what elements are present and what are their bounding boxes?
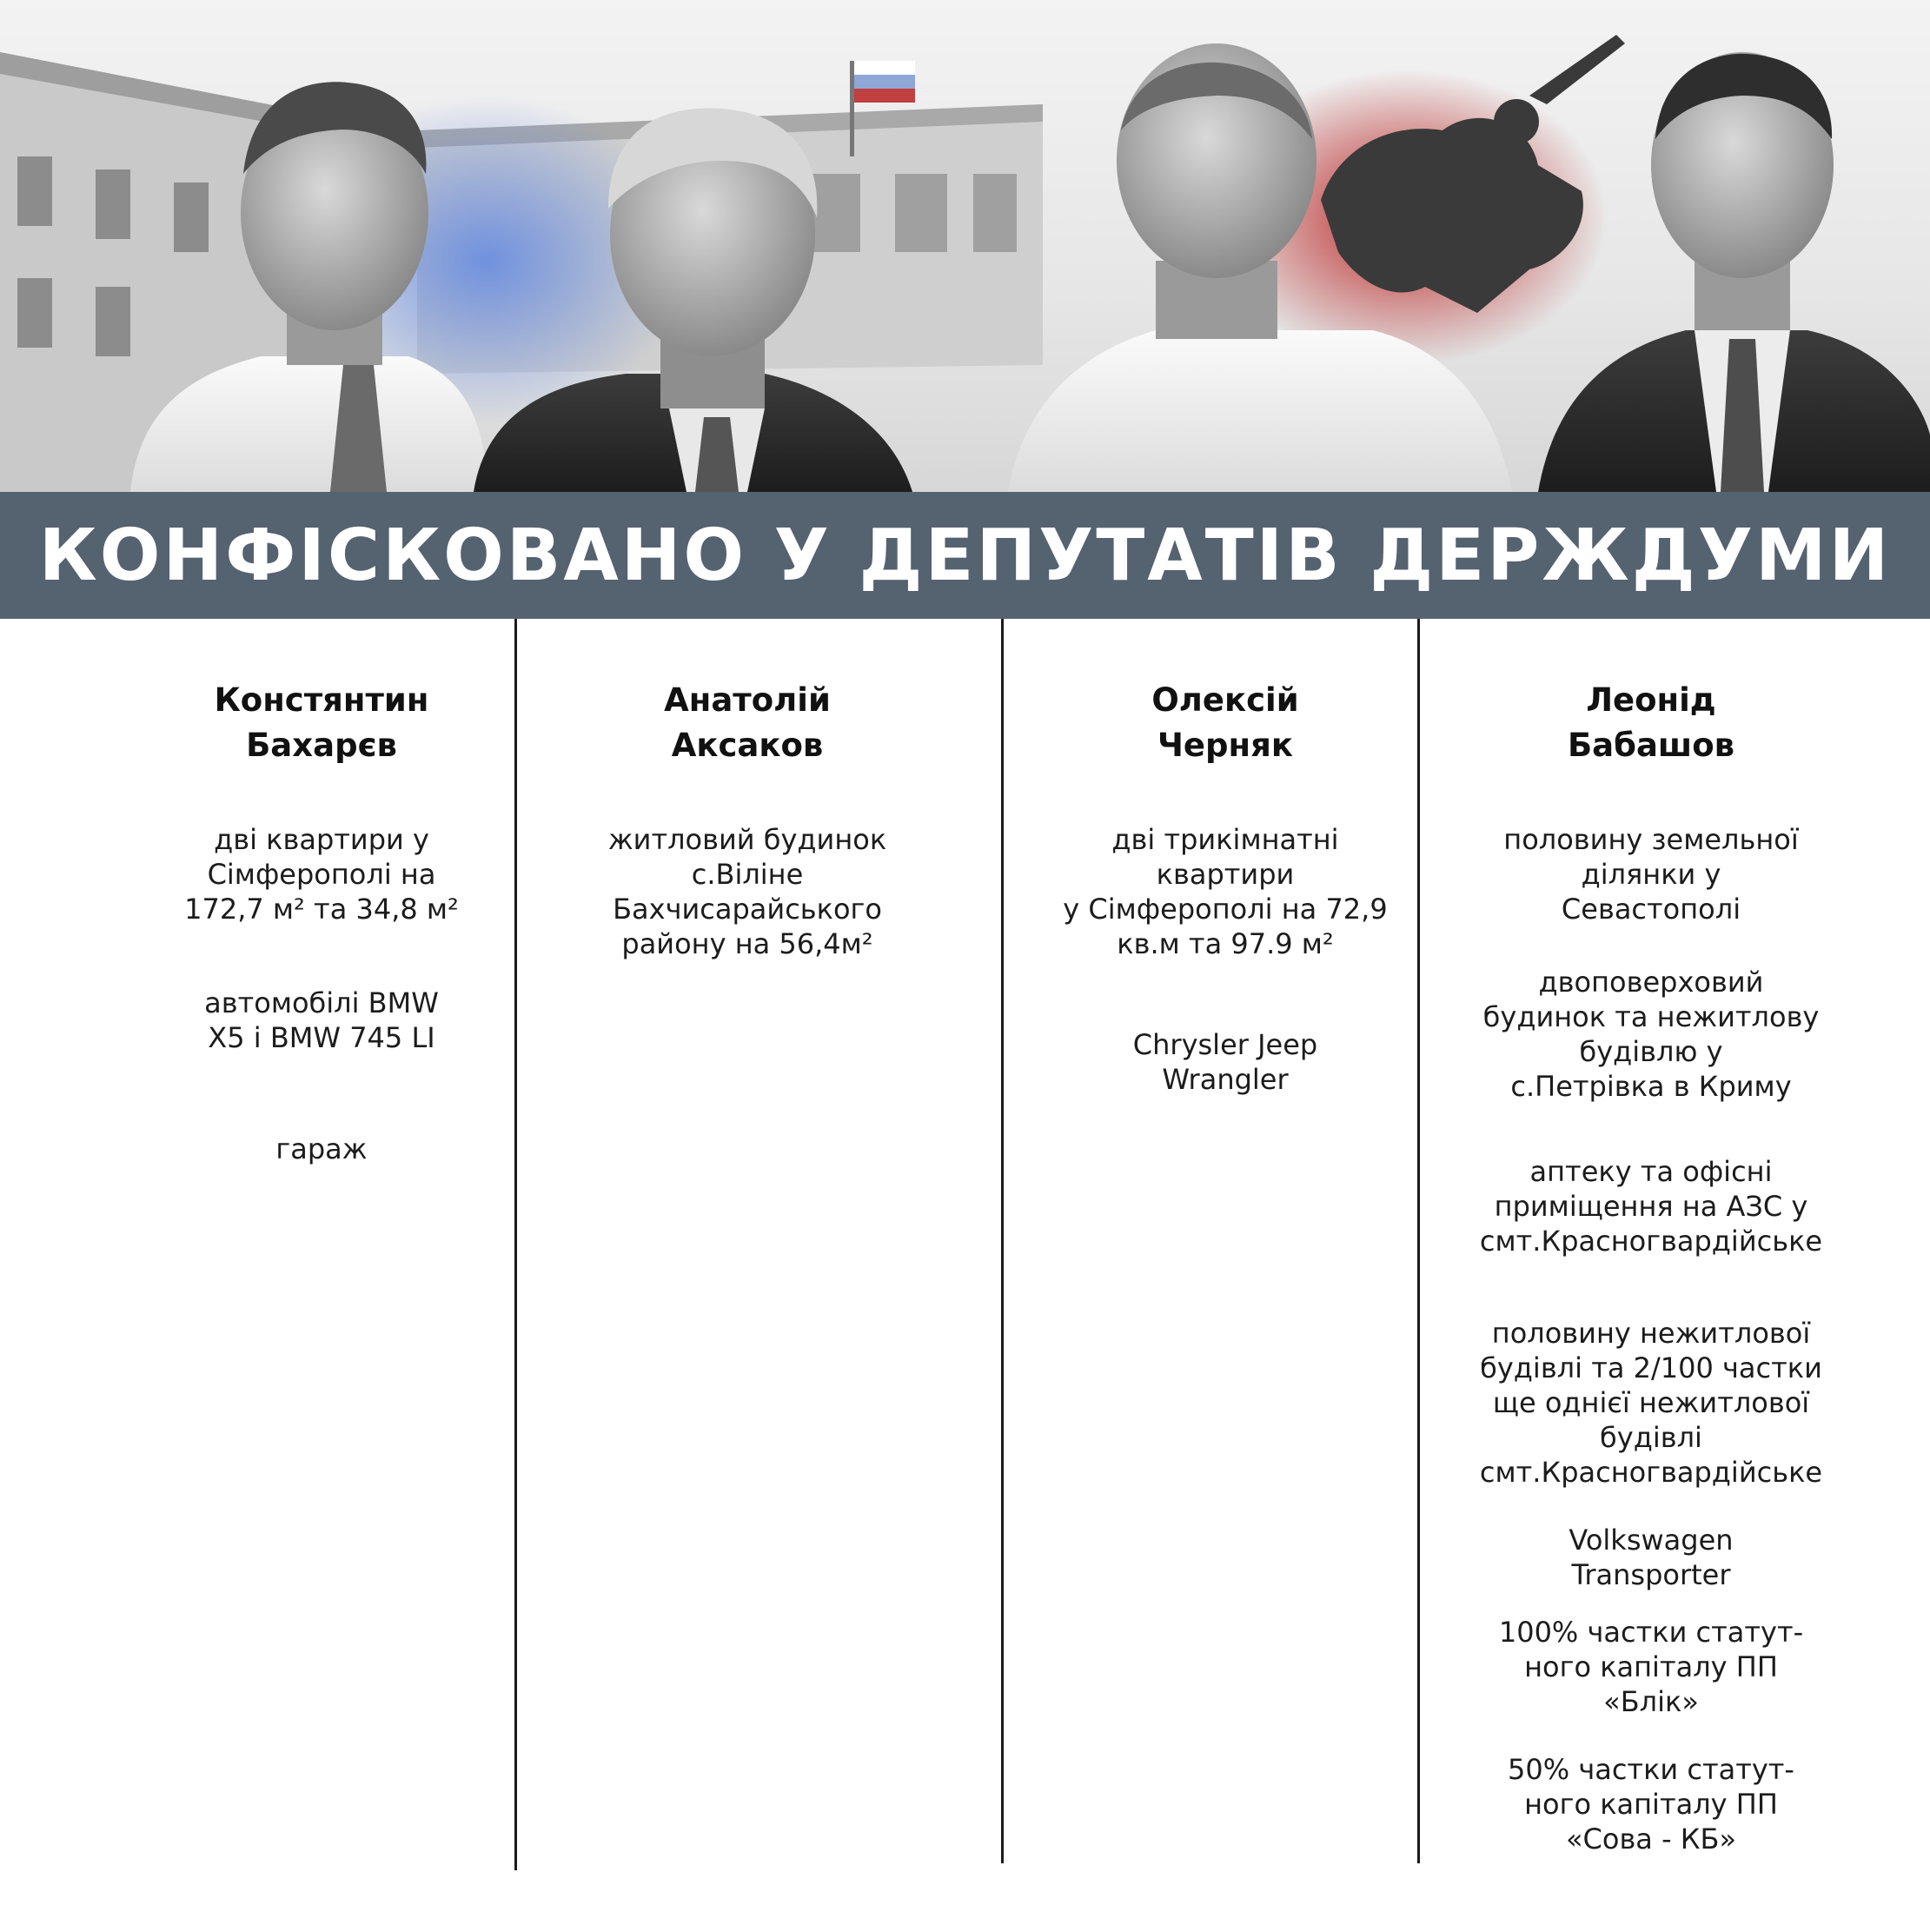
- asset-item: дві трикімнатні квартири у Сімферополі на 72,9 кв.м та 97.9 м²: [1063, 823, 1388, 960]
- asset-item: 50% частки статут- ного капіталу ПП «Сова - КБ»: [1508, 1753, 1794, 1856]
- title-banner: [0, 492, 1930, 619]
- page-title: КОНФІСКОВАНО У ДЕПУТАТІВ ДЕРЖДУМИ: [38, 514, 1892, 597]
- portrait-babashov: [1538, 52, 1930, 492]
- asset-item: половину земельної ділянки у Севастополі: [1503, 823, 1799, 926]
- deputy-name: Леонід Бабашов: [1567, 681, 1735, 764]
- asset-item: гараж: [275, 1132, 368, 1165]
- asset-item: 100% частки статут- ного капіталу ПП «Блік»: [1498, 1616, 1804, 1718]
- asset-item: двоповерховий будинок та нежитлову будівлю у с.Петрівка в Криму: [1482, 966, 1820, 1103]
- asset-item: аптеку та офісні приміщення на АЗС у смт.Красногвардійське: [1479, 1155, 1823, 1258]
- deputy-name: Констянтин Бахарєв: [214, 681, 429, 764]
- asset-item: половину нежитлової будівлі та 2/100 частки ще однієї нежитлової будівлі смт.Красногвардійське: [1479, 1317, 1823, 1489]
- deputy-name: Олексій Черняк: [1151, 681, 1299, 764]
- asset-item: дві квартири у Сімферополі на 172,7 м² та 34,8 м²: [184, 823, 459, 926]
- asset-item: житловий будинок с.Віліне Бахчисарайського району на 56,4м²: [607, 823, 887, 960]
- column-divider-1: [514, 619, 517, 1870]
- hero-illustration: [0, 0, 1930, 492]
- hero-photo-collage: [0, 0, 1930, 492]
- column-divider-3: [1417, 619, 1420, 1863]
- asset-item: автомобілі BMW X5 і BMW 745 LI: [204, 986, 439, 1054]
- column-divider-2: [1001, 619, 1004, 1863]
- asset-item: Chrysler Jeep Wrangler: [1132, 1028, 1318, 1096]
- asset-item: Volkswagen Transporter: [1569, 1524, 1734, 1591]
- deputy-name: Анатолій Аксаков: [664, 681, 831, 764]
